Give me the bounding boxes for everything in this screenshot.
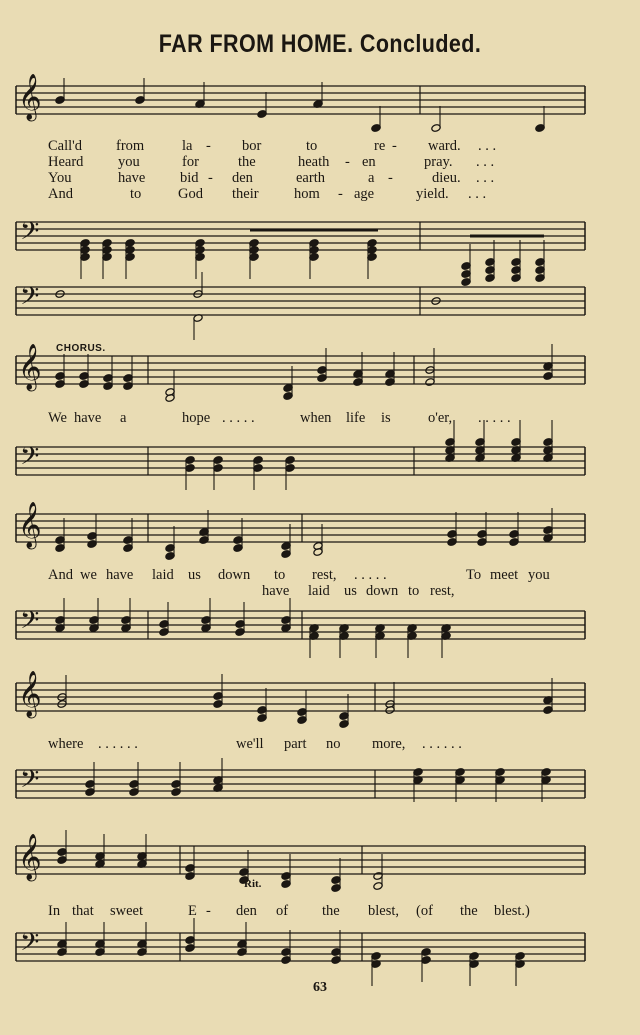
lyric-word: more, (372, 736, 406, 752)
verse-2-line (48, 154, 495, 171)
lyric-word: E (188, 903, 197, 919)
lyric-word: yield. (416, 186, 449, 202)
lyric-word: (of (416, 903, 433, 919)
lyric-word: to (306, 138, 318, 154)
lyric-word: And (48, 186, 73, 202)
lyric-word: heath (298, 154, 330, 170)
page-title: FAR FROM HOME. Concluded. (158, 30, 482, 58)
lyric-word: And (48, 567, 73, 583)
lyric-word: en (362, 154, 376, 170)
lyric-word: - (338, 186, 343, 202)
lyric-word: from (116, 138, 145, 154)
lyric-word: you (118, 154, 140, 170)
lyric-word: - (206, 903, 211, 919)
lyric-word: hope (182, 410, 211, 426)
lyric-word: to (408, 583, 420, 599)
lyric-word: have (262, 583, 290, 599)
lyric-word: we'll (236, 736, 264, 752)
ritardando-mark: Rit. (244, 878, 262, 890)
lyric-word: . . . (476, 154, 495, 170)
lyric-word: - (206, 138, 211, 154)
lyric-word: meet (490, 567, 519, 583)
lyric-word: bid (180, 170, 199, 186)
chorus-line-1 (48, 410, 511, 427)
lyric-word: laid (152, 567, 174, 583)
lyric-word: pray. (424, 154, 453, 170)
lyric-word: rest, (430, 583, 455, 599)
lyric-word: the (238, 154, 256, 170)
lyric-word: us (344, 583, 357, 599)
lyric-word: In (48, 903, 61, 919)
lyric-word: - (345, 154, 350, 170)
lyric-word: . . . (468, 186, 487, 202)
lyric-word: is (381, 410, 391, 426)
lyric-word: have (106, 567, 134, 583)
lyric-word: a (368, 170, 375, 186)
lyric-word: sweet (110, 903, 144, 919)
lyric-word: . . . . . (354, 567, 387, 583)
lyric-word: den (232, 170, 253, 186)
bass-clef-icon: 𝄢 (20, 217, 40, 252)
lyric-word: laid (308, 583, 330, 599)
lyric-word: God (178, 186, 203, 202)
lyric-word: hom (294, 186, 320, 202)
lyric-word: . . . . . . (98, 736, 138, 752)
lyric-word: life (346, 410, 366, 426)
lyric-word: for (182, 154, 199, 170)
treble-clef-icon: 𝄞 (18, 344, 42, 390)
lyric-word: of (276, 903, 289, 919)
lyric-word: we (80, 567, 97, 583)
bass-clef-icon: 𝄢 (20, 442, 40, 477)
lyric-word: We (48, 410, 67, 426)
lyric-word: rest, (312, 567, 337, 583)
chorus-label: CHORUS. (56, 343, 106, 354)
chorus-line-4 (48, 903, 530, 920)
lyric-word: - (392, 138, 397, 154)
lyric-word: blest.) (494, 903, 530, 919)
lyric-word: - (208, 170, 213, 186)
lyric-word: You (48, 170, 72, 186)
lyric-word: To (466, 567, 482, 583)
page-number: 63 (313, 980, 327, 995)
lyric-word: to (274, 567, 286, 583)
lyric-word: ward. (428, 138, 461, 154)
treble-clef-icon: 𝄞 (18, 834, 42, 880)
chorus-line-2-alto (262, 583, 455, 600)
verse-1-line (48, 138, 497, 155)
lyric-word: down (218, 567, 251, 583)
lyric-word: . . . . . (478, 410, 511, 426)
lyric-word: . . . . . . (422, 736, 462, 752)
lyric-word: no (326, 736, 341, 752)
lyric-word: bor (242, 138, 262, 154)
treble-clef-icon: 𝄞 (18, 74, 42, 120)
lyric-word: you (528, 567, 550, 583)
chorus-line-3 (48, 736, 462, 753)
bass-clef-icon: 𝄢 (20, 765, 40, 800)
lyric-word: - (388, 170, 393, 186)
bass-clef-icon: 𝄢 (20, 606, 40, 641)
lyric-word: blest, (368, 903, 400, 919)
bass-clef-icon: 𝄢 (20, 928, 40, 963)
lyric-word: age (354, 186, 375, 202)
lyric-word: us (188, 567, 201, 583)
lyric-word: . . . (476, 170, 495, 186)
lyric-word: that (72, 903, 94, 919)
lyric-word: o'er, (428, 410, 453, 426)
lyric-word: part (284, 736, 307, 752)
lyric-word: la (182, 138, 193, 154)
lyric-word: Call'd (48, 138, 83, 154)
verse-3-line (48, 170, 495, 187)
lyric-word: down (366, 583, 399, 599)
lyric-word: have (118, 170, 146, 186)
chorus-line-2 (48, 567, 550, 584)
lyric-word: earth (296, 170, 325, 186)
lyric-word: the (460, 903, 478, 919)
treble-clef-icon: 𝄞 (18, 502, 42, 548)
lyric-word: . . . (478, 138, 497, 154)
lyric-word: the (322, 903, 340, 919)
lyric-word: have (74, 410, 102, 426)
lyric-word: when (300, 410, 332, 426)
lyric-word: to (130, 186, 142, 202)
lyric-word: where (48, 736, 84, 752)
lyric-word: den (236, 903, 257, 919)
lyric-word: dieu. (432, 170, 461, 186)
lyric-word: re (374, 138, 386, 154)
bass-clef-icon: 𝄢 (20, 282, 40, 317)
lyric-word: a (120, 410, 127, 426)
verse-4-line (48, 186, 487, 203)
lyric-word: Heard (48, 154, 84, 170)
lyric-word: their (232, 186, 259, 202)
treble-clef-icon: 𝄞 (18, 671, 42, 717)
lyric-word: . . . . . (222, 410, 255, 426)
